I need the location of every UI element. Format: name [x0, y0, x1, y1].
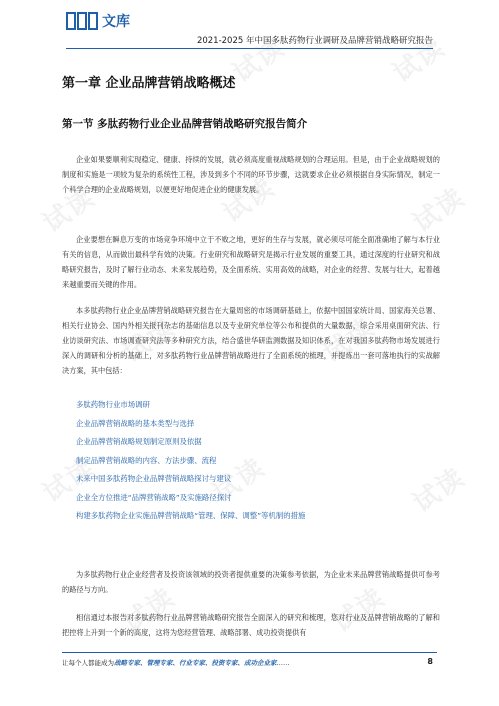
watermark: 试读	[217, 172, 281, 229]
watermark: 试读	[327, 582, 391, 639]
watermark: 试读	[317, 312, 381, 369]
watermark: 试读	[407, 462, 471, 519]
watermark: 试读	[227, 32, 291, 89]
header-title: 2021-2025 年中国多肽药物行业调研及品牌营销战略研究报告	[196, 36, 433, 46]
footer-prefix: 让每个人都能成为	[62, 659, 114, 667]
logo[interactable]	[66, 10, 130, 32]
list-item[interactable]: 制定品牌营销战略的内容、方法步骤、流程	[76, 455, 217, 465]
watermark: 试读	[207, 452, 271, 509]
watermark: 试读	[407, 182, 471, 239]
logo-icon	[66, 12, 98, 30]
paragraph: 企业要想在瞬息万变的市场竞争环境中立于不败之地，更好的生存与发展，就必须尽可能全面准确地了解与本行业有关的信息，从而做出最科学有效的决策。行业研究和战略研究是揭示行业发展的重要工具，通过深度的行业研究和战略研究报告，及时了解行业动态、未来发展趋势，及全面系统、实用高效的战略，对企业的经营、发展与壮大，起着越来越重要而关键的作用。	[62, 235, 440, 289]
list-item[interactable]: 企业品牌营销战略的基本类型与选择	[76, 418, 195, 428]
toc-list	[76, 396, 436, 526]
paragraph: 企业如果要顺利实现稳定、健康、持续的发展，就必须高度重视战略规划的合理运用。但是，由于企业战略规划的制度和实施是一项较为复杂的系统性工程，涉及到多个不同的环节步骤，这就要求企业必须根据自身实际情况，制定一个科学合理的企业战略规划，以便更好地促进企业的健康发展。	[62, 155, 440, 194]
header-divider	[66, 48, 433, 49]
page-number: 8	[427, 657, 433, 666]
watermark: 试读	[117, 582, 181, 639]
footer-divider	[62, 652, 437, 653]
footer-highlight: 战略专家、管理专家、行业专家、投资专家、成功企业家	[114, 659, 277, 667]
logo-text: 文库	[102, 14, 130, 30]
paragraph: 为多肽药物行业企业经营者及投资该领域的投资者提供重要的决策参考依据，为企业未来品牌营销战略提供可参考的路径与方向。	[62, 570, 440, 594]
list-item[interactable]: 多肽药物行业市场调研	[76, 400, 150, 409]
watermark: 试读	[37, 452, 101, 509]
list-item[interactable]: 构建多肽药物企业实施品牌营销战略“管理、保障、调整”等机制的措施	[76, 511, 306, 520]
page-header	[0, 0, 499, 60]
watermark: 试读	[387, 32, 451, 89]
watermark: 试读	[117, 312, 181, 369]
list-item[interactable]: 未来中国多肽药物企业品牌营销战略探讨与建议	[76, 474, 232, 483]
paragraph: 相信通过本报告对多肽药物行业品牌营销战略研究报告全面深入的研究和梳理，您对行业及品牌营销战略的了解和把控将上升到一个新的高度，这将为您经营管理、战略部署、成功投资提供有	[62, 613, 440, 637]
paragraph: 本多肽药物行业企业品牌营销战略研究报告在大量周密的市场调研基础上，依据中国国家统计局、国家海关总署、相关行业协会、国内外相关报刊杂志的基础信息以及专业研究单位等公布和提供的大量数据，综合采用桌面研究法、行业访谈研究法、市场调查研究法等多种研究方法，结合盛世华研监测数据及知识体系，在对我国多肽药物市场发展进行深入的调研和分析的基础上，对多肽药物行业品牌营销战略进行了全面系统的梳理，并提炼出一套可落地执行的实战解决方案，其中包括：	[62, 306, 440, 375]
footer-slogan	[62, 658, 290, 667]
watermark: 试读	[37, 182, 101, 239]
list-item[interactable]: 企业品牌营销战略规划制定原则及依据	[76, 437, 202, 446]
page-footer	[0, 646, 499, 706]
section-title: 第一节 多肽药物行业企业品牌营销战略研究报告简介	[62, 118, 308, 130]
list-item[interactable]: 企业全方位推进“品牌营销战略”及实施路径探讨	[76, 492, 232, 502]
chapter-title: 第一章 企业品牌营销战略概述	[62, 76, 236, 91]
footer-suffix: ……	[276, 659, 290, 667]
